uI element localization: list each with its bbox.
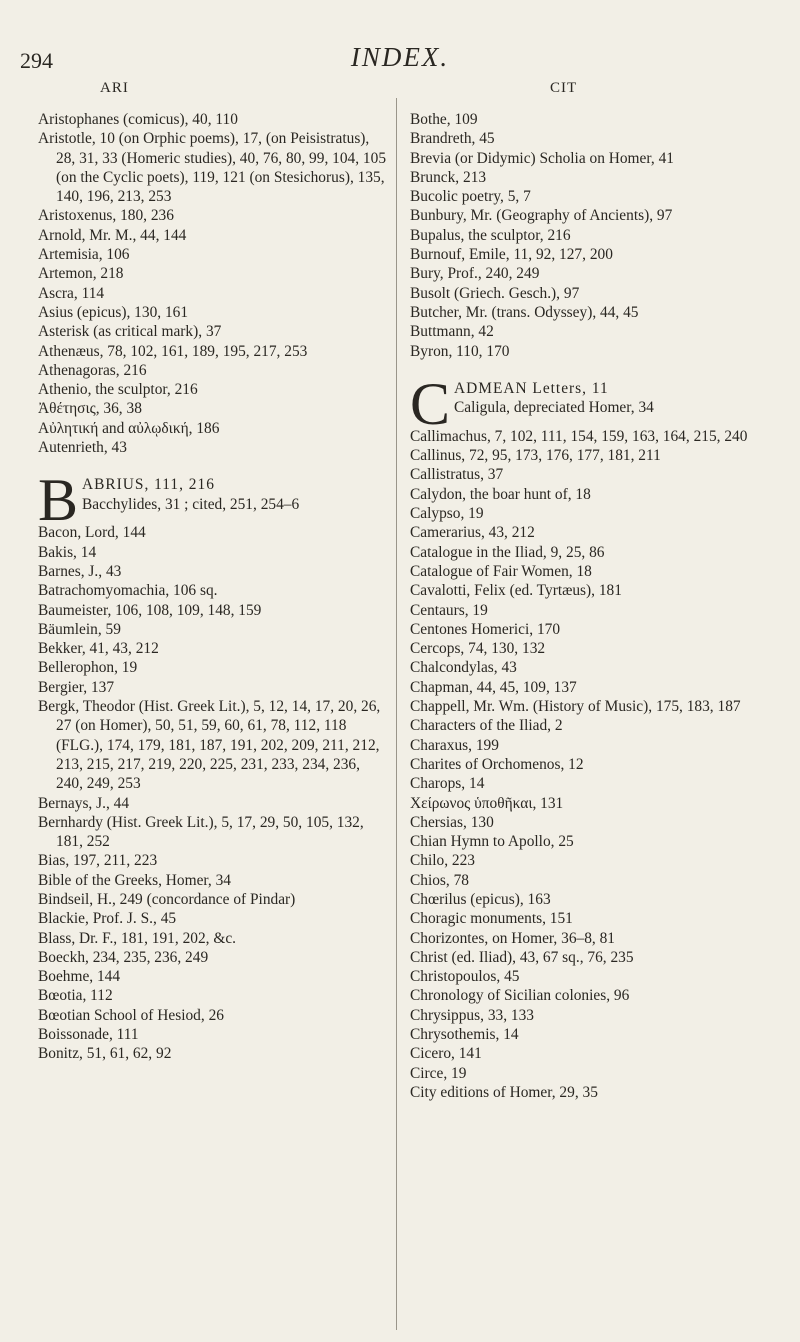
- index-entry: Chœrilus (epicus), 163: [410, 890, 551, 908]
- index-column-right: [410, 110, 770, 1102]
- column-divider: [396, 98, 397, 1330]
- index-entry: Boehme, 144: [38, 968, 121, 986]
- index-entry: Blackie, Prof. J. S., 45: [38, 910, 177, 928]
- index-entry: Autenrieth, 43: [38, 439, 127, 457]
- index-entry: Bindseil, H., 249 (concordance of Pindar): [38, 890, 296, 908]
- index-entry: Chronology of Sicilian colonies, 96: [410, 987, 630, 1005]
- index-entry: Bucolic poetry, 5, 7: [410, 188, 531, 206]
- index-entry: Chalcondylas, 43: [410, 659, 517, 677]
- index-entry: Asterisk (as critical mark), 37: [38, 323, 222, 341]
- index-entry: Bury, Prof., 240, 249: [410, 265, 540, 283]
- index-entry: Chrysippus, 33, 133: [410, 1006, 534, 1024]
- index-entry: Charops, 14: [410, 775, 485, 793]
- index-entry: Chian Hymn to Apollo, 25: [410, 833, 574, 851]
- index-entry: Cicero, 141: [410, 1045, 482, 1063]
- index-entry: Ἀθέτησις, 36, 38: [38, 400, 142, 418]
- index-entry: Artemon, 218: [38, 265, 124, 283]
- index-entry: Bellerophon, 19: [38, 659, 138, 677]
- index-entry: Batrachomyomachia, 106 sq.: [38, 582, 218, 600]
- index-entry: Chilo, 223: [410, 852, 475, 870]
- index-entry: Christ (ed. Iliad), 43, 67 sq., 76, 235: [410, 948, 634, 966]
- index-entry: Boeckh, 234, 235, 236, 249: [38, 948, 209, 966]
- index-entry: Baumeister, 106, 108, 109, 148, 159: [38, 601, 262, 619]
- index-entry: Athenæus, 78, 102, 161, 189, 195, 217, 253: [38, 342, 308, 360]
- index-entry: Characters of the Iliad, 2: [410, 717, 563, 735]
- index-entry: Christopoulos, 45: [410, 968, 520, 986]
- index-entry: Boissonade, 111: [38, 1026, 139, 1044]
- index-entry: Bergk, Theodor (Hist. Greek Lit.), 5, 12, 14, 17, 20, 26, 27 (on Homer), 50, 51, 59, 60, 61, 78, 112, 118 (FLG.), 174, 179, 181, 187, 191, 202, 209, 211, 212, 213, 215, 217, 219, 220, 225, 231, 233, 234, 236, 240, 249, 253: [38, 698, 381, 793]
- index-entry: Bekker, 41, 43, 212: [38, 640, 159, 658]
- index-entry: Cavalotti, Felix (ed. Tyrtæus), 181: [410, 582, 622, 600]
- index-entry: Chapman, 44, 45, 109, 137: [410, 678, 577, 696]
- index-entry: Bias, 197, 211, 223: [38, 852, 158, 870]
- index-entry: Aristophanes (comicus), 40, 110: [38, 111, 238, 128]
- index-entry: Catalogue of Fair Women, 18: [410, 562, 592, 580]
- index-entry: Bupalus, the sculptor, 216: [410, 226, 571, 244]
- index-entry: Brandreth, 45: [410, 130, 495, 148]
- index-entry: Charites of Orchomenos, 12: [410, 755, 584, 773]
- entry-list: [38, 523, 388, 1063]
- index-entry: Byron, 110, 170: [410, 342, 510, 360]
- column-header-right: CIT: [550, 80, 578, 96]
- index-entry: Artemisia, 106: [38, 246, 130, 264]
- index-entry: Bergier, 137: [38, 678, 115, 696]
- index-entry: Aristotle, 10 (on Orphic poems), 17, (on Peisistratus), 28, 31, 33 (Homeric studies), 40, 76, 80, 99, 104, 105 (on the Cyclic poets), 119, 121 (on Stesichorus), 135, 140, 196, 213, 253: [38, 130, 387, 206]
- index-entry: Busolt (Griech. Gesch.), 97: [410, 284, 580, 302]
- index-entry: Burnouf, Emile, 11, 92, 127, 200: [410, 246, 613, 264]
- entry-list: [38, 110, 388, 457]
- index-entry: Callistratus, 37: [410, 466, 504, 484]
- index-entry: Χείρωνος ὑποθῆκαι, 131: [410, 794, 564, 812]
- column-header-left: ARI: [100, 80, 129, 96]
- index-entry: ABRIUS, 111, 216: [82, 476, 215, 494]
- index-entry: Blass, Dr. F., 181, 191, 202, &c.: [38, 929, 236, 947]
- index-entry: Butcher, Mr. (trans. Odyssey), 44, 45: [410, 303, 639, 321]
- index-entry: Chappell, Mr. Wm. (History of Music), 175, 183, 187: [410, 698, 741, 716]
- index-column-left: [38, 110, 388, 1064]
- index-entry: Brunck, 213: [410, 168, 487, 186]
- index-entry: ADMEAN Letters, 11: [454, 379, 609, 397]
- index-entry: Bothe, 109: [410, 111, 478, 128]
- index-entry: Centaurs, 19: [410, 601, 488, 619]
- index-entry: City editions of Homer, 29, 35: [410, 1083, 598, 1101]
- index-entry: Cercops, 74, 130, 132: [410, 640, 546, 658]
- index-entry: Chersias, 130: [410, 813, 494, 831]
- index-entry: Calydon, the boar hunt of, 18: [410, 485, 591, 503]
- index-entry: Calypso, 19: [410, 505, 484, 523]
- index-entry: Centones Homerici, 170: [410, 620, 561, 638]
- drop-cap-c: C: [410, 370, 451, 437]
- index-entry: Chrysothemis, 14: [410, 1026, 519, 1044]
- index-entry: Bernhardy (Hist. Greek Lit.), 5, 17, 29, 50, 105, 132, 181, 252: [38, 813, 364, 851]
- index-entry: Arnold, Mr. M., 44, 144: [38, 226, 187, 244]
- index-entry: Choragic monuments, 151: [410, 910, 573, 928]
- index-entry: Bacon, Lord, 144: [38, 524, 146, 542]
- entry-list: [410, 427, 770, 1102]
- index-entry: Asius (epicus), 130, 161: [38, 303, 189, 321]
- index-entry: Charaxus, 199: [410, 736, 499, 754]
- index-entry: Bonitz, 51, 61, 62, 92: [38, 1045, 172, 1063]
- index-entry: Bernays, J., 44: [38, 794, 130, 812]
- index-entry: Aristoxenus, 180, 236: [38, 207, 174, 225]
- index-entry: Caligula, depreciated Homer, 34: [454, 399, 654, 417]
- page-number: 294: [20, 48, 53, 73]
- index-entry: Αὐλητική and αὐλῳδική, 186: [38, 419, 220, 437]
- running-title: INDEX.: [350, 42, 450, 72]
- entry-list: [410, 110, 770, 361]
- index-entry: Bacchylides, 31 ; cited, 251, 254–6: [82, 495, 300, 513]
- index-entry: Bœotian School of Hesiod, 26: [38, 1006, 224, 1024]
- index-entry: Bœotia, 112: [38, 987, 113, 1005]
- index-entry: Barnes, J., 43: [38, 562, 122, 580]
- index-entry: Ascra, 114: [38, 284, 105, 302]
- index-entry: Bible of the Greeks, Homer, 34: [38, 871, 231, 889]
- drop-cap-b: B: [38, 467, 79, 534]
- index-entry: Athenagoras, 216: [38, 361, 147, 379]
- index-entry: Chorizontes, on Homer, 36–8, 81: [410, 929, 615, 947]
- index-entry: Bakis, 14: [38, 543, 97, 561]
- index-entry: Camerarius, 43, 212: [410, 524, 535, 542]
- index-entry: Chios, 78: [410, 871, 470, 889]
- index-entry: Buttmann, 42: [410, 323, 494, 341]
- index-entry: Callimachus, 7, 102, 111, 154, 159, 163, 164, 215, 240: [410, 427, 748, 445]
- index-entry: Brevia (or Didymic) Scholia on Homer, 41: [410, 149, 674, 167]
- index-entry: Bäumlein, 59: [38, 620, 121, 638]
- index-entry: Circe, 19: [410, 1064, 467, 1082]
- index-entry: Bunbury, Mr. (Geography of Ancients), 97: [410, 207, 673, 225]
- index-entry: Callinus, 72, 95, 173, 176, 177, 181, 211: [410, 447, 661, 465]
- index-entry: Athenio, the sculptor, 216: [38, 381, 198, 399]
- index-entry: Catalogue in the Iliad, 9, 25, 86: [410, 543, 605, 561]
